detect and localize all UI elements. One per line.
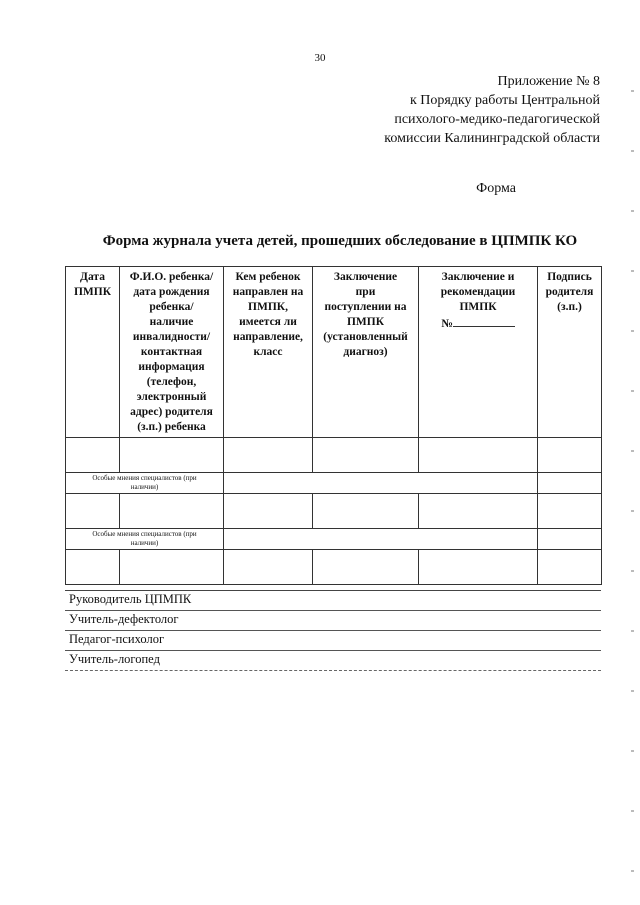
page-number: 30 — [314, 52, 326, 64]
journal-table — [65, 266, 602, 585]
annex-line-3: психолого-медико-педагогической — [394, 112, 600, 127]
table-row — [66, 494, 602, 529]
table-cell[interactable] — [66, 438, 120, 473]
signer-defectologist[interactable]: Учитель-дефектолог — [65, 611, 601, 631]
special-opinions-label: Особые мнения специалистов (при наличии) — [66, 529, 224, 550]
special-opinions-row — [66, 529, 602, 550]
table-cell[interactable] — [224, 494, 313, 529]
table-cell[interactable] — [120, 438, 224, 473]
header-child-info: Ф.И.О. ребенка/ дата рождения ребенка/ наличие инвалидности/ контактная информация (телефон, электронный адрес) родителя (з.п.) ребенка — [120, 267, 224, 438]
special-opinions-label: Особые мнения специалистов (при наличии) — [66, 473, 224, 494]
form-label: Форма — [476, 181, 516, 196]
header-date: Дата ПМПК — [66, 267, 120, 438]
signer-speech-therapist[interactable]: Учитель-логопед — [65, 651, 601, 671]
table-cell[interactable] — [224, 550, 313, 585]
table-row — [66, 438, 602, 473]
signer-psychologist[interactable]: Педагог-психолог — [65, 631, 601, 651]
annex-line-2: к Порядку работы Центральной — [409, 93, 600, 108]
header-parent-signature: Подпись родителя (з.п.) — [538, 267, 602, 438]
table-cell[interactable] — [66, 494, 120, 529]
table-cell[interactable] — [538, 438, 602, 473]
special-opinions-row — [66, 473, 602, 494]
header-admission-conclusion: Заключение при поступлении на ПМПК (установленный диагноз) — [313, 267, 419, 438]
annex-line-4: комиссии Калининградской области — [384, 131, 600, 146]
table-cell[interactable] — [313, 550, 419, 585]
table-cell[interactable] — [419, 438, 538, 473]
table-cell[interactable] — [313, 494, 419, 529]
special-opinions-field[interactable] — [224, 473, 538, 494]
table-cell[interactable] — [313, 438, 419, 473]
table-cell[interactable] — [224, 438, 313, 473]
annex-line-1: Приложение № 8 — [497, 74, 600, 89]
annex-block — [300, 72, 600, 148]
table-cell[interactable] — [120, 494, 224, 529]
number-blank — [453, 315, 515, 327]
table-cell[interactable] — [538, 494, 602, 529]
table-cell[interactable] — [419, 494, 538, 529]
scan-edge-marks — [631, 90, 634, 890]
header-pmpk-conclusion: Заключение и рекомендации ПМПК № — [419, 267, 538, 438]
table-header-row — [66, 267, 602, 438]
table-cell[interactable] — [538, 473, 602, 494]
table-cell[interactable] — [419, 550, 538, 585]
header-referral: Кем ребенок направлен на ПМПК, имеется ли направление, класс — [224, 267, 313, 438]
table-row — [66, 550, 602, 585]
table-cell[interactable] — [120, 550, 224, 585]
signer-head[interactable]: Руководитель ЦПМПК — [65, 591, 601, 611]
signatures-block — [65, 590, 601, 671]
table-cell[interactable] — [538, 529, 602, 550]
document-title: Форма журнала учета детей, прошедших обследование в ЦПМПК КО — [102, 233, 578, 249]
special-opinions-field[interactable] — [224, 529, 538, 550]
table-cell[interactable] — [538, 550, 602, 585]
table-cell[interactable] — [66, 550, 120, 585]
